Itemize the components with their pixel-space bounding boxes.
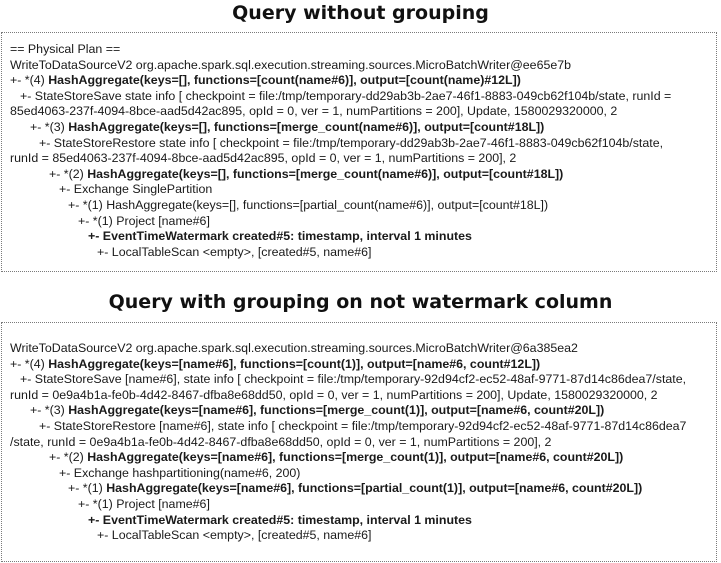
plan-line-bold-text: +- EventTimeWatermark created#5: timestamp, interval 1 minutes (88, 229, 472, 244)
plan-line-text: == Physical Plan == (10, 42, 121, 56)
plan-line (10, 151, 716, 167)
plan-line-text: +- *(2) (49, 166, 88, 181)
plan-line-bold-text: HashAggregate(keys=[name#6], functions=[merge_count(1)], output=[name#6, count#20L]) (87, 450, 624, 465)
plan-line (10, 167, 716, 183)
plan-box-grouping (1, 322, 717, 562)
plan-line-text: +- StateStoreRestore state info [ checkpoint = file:/tmp/temporary-dd29ab3b-2ae7-46f1-8883-049cb62f104b/state, (39, 135, 664, 150)
plan-line-text: +- *(3) (30, 403, 69, 418)
plan-line (10, 497, 716, 513)
plan-line (10, 89, 716, 105)
plan-line-text: runId = 85ed4063-237f-4094-8bce-aad5d42ac895, opId = 0, ver = 1, numPartitions = 200], 2 (10, 151, 517, 166)
plan-line (10, 419, 716, 435)
plan-line (10, 42, 716, 58)
plan-line (10, 466, 716, 482)
plan-line-text: runId = 0e9a4b1a-fe0b-4d42-8467-dfba8e68dd50, opId = 0, ver = 1, numPartitions = 200], Update, 1580029320000, 2 (10, 387, 658, 402)
plan-line (10, 450, 716, 466)
plan-line-bold-text: HashAggregate(keys=[], functions=[merge_count(name#6)], output=[count#18L]) (87, 166, 564, 181)
plan-line (10, 245, 716, 261)
plan-line (10, 120, 716, 136)
plan-line-text: +- *(4) (10, 73, 49, 88)
plan-line-bold-text: HashAggregate(keys=[name#6], functions=[merge_count(1)], output=[name#6, count#20L]) (68, 403, 605, 418)
plan-line-bold-text: HashAggregate(keys=[], functions=[merge_count(name#6)], output=[count#18L]) (68, 119, 545, 134)
section-title-grouping: Query with grouping on not watermark column (108, 291, 613, 313)
plan-line-text: +- *(1) HashAggregate(keys=[], functions=[partial_count(name#6)], output=[count#18L]) (68, 197, 549, 212)
plan-line-text: +- StateStoreSave [name#6], state info [ checkpoint = file:/tmp/temporary-92d94cf2-ec52-48af-9771-87d14c86dea7/state, (20, 372, 687, 387)
plan-line-text: +- *(4) (10, 356, 49, 371)
plan-line-text: +- *(1) (68, 481, 107, 496)
plan-line-text: +- Exchange hashpartitioning(name#6, 200) (59, 465, 301, 480)
plan-line-text: WriteToDataSourceV2 org.apache.spark.sql.execution.streaming.sources.MicroBatchWriter@ee65e7b (10, 57, 572, 72)
plan-line-text: +- Exchange SinglePartition (59, 182, 213, 197)
plan-line-text: /state, runId = 0e9a4b1a-fe0b-4d42-8467-dfba8e68dd50, opId = 0, ver = 1, numPartitions = 200], 2 (10, 434, 552, 449)
plan-line (10, 357, 716, 373)
plan-line (10, 136, 716, 152)
plan-line (10, 341, 716, 357)
plan-line (10, 435, 716, 451)
plan-line-text: +- StateStoreSave state info [ checkpoint = file:/tmp/temporary-dd29ab3b-2ae7-46f1-8883-049cb62f104b/state, runId = (20, 88, 672, 103)
plan-line-text: +- *(3) (30, 119, 69, 134)
plan-line-bold-text: HashAggregate(keys=[name#6], functions=[partial_count(1)], output=[name#6, count#20L]) (106, 481, 643, 496)
section-title-no-grouping: Query without grouping (232, 2, 489, 24)
plan-line (10, 214, 716, 230)
plan-line-bold-text: HashAggregate(keys=[], functions=[count(name#6)], output=[count(name)#12L]) (48, 73, 521, 88)
plan-line (10, 229, 716, 245)
plan-line (10, 403, 716, 419)
plan-line-text: 85ed4063-237f-4094-8bce-aad5d42ac895, opId = 0, ver = 1, numPartitions = 200], Update, 1580029320000, 2 (10, 104, 618, 119)
plan-line-text: +- LocalTableScan <empty>, [created#5, name#6] (97, 528, 372, 543)
plan-line (10, 73, 716, 89)
plan-line-text: WriteToDataSourceV2 org.apache.spark.sql.execution.streaming.sources.MicroBatchWriter@6a385ea2 (10, 341, 578, 355)
plan-line (10, 58, 716, 74)
plan-line (10, 198, 716, 214)
plan-line-bold-text: HashAggregate(keys=[name#6], functions=[count(1)], output=[name#6, count#12L]) (48, 356, 541, 371)
plan-line (10, 182, 716, 198)
plan-line-bold-text: +- EventTimeWatermark created#5: timestamp, interval 1 minutes (88, 512, 472, 527)
plan-line-text: +- StateStoreRestore [name#6], state info [ checkpoint = file:/tmp/temporary-92d94cf2-ec52-48af-9771-87d14c86dea7 (39, 418, 687, 433)
plan-line (10, 388, 716, 404)
plan-line-text: +- LocalTableScan <empty>, [created#5, name#6] (97, 244, 372, 259)
plan-line (10, 104, 716, 120)
plan-line (10, 528, 716, 544)
plan-line-text: +- *(1) Project [name#6] (78, 496, 210, 511)
plan-line (10, 513, 716, 529)
plan-box-no-grouping (1, 32, 717, 272)
plan-line (10, 372, 716, 388)
plan-line-text: +- *(2) (49, 450, 88, 465)
plan-line (10, 481, 716, 497)
plan-line-text: +- *(1) Project [name#6] (78, 213, 210, 228)
